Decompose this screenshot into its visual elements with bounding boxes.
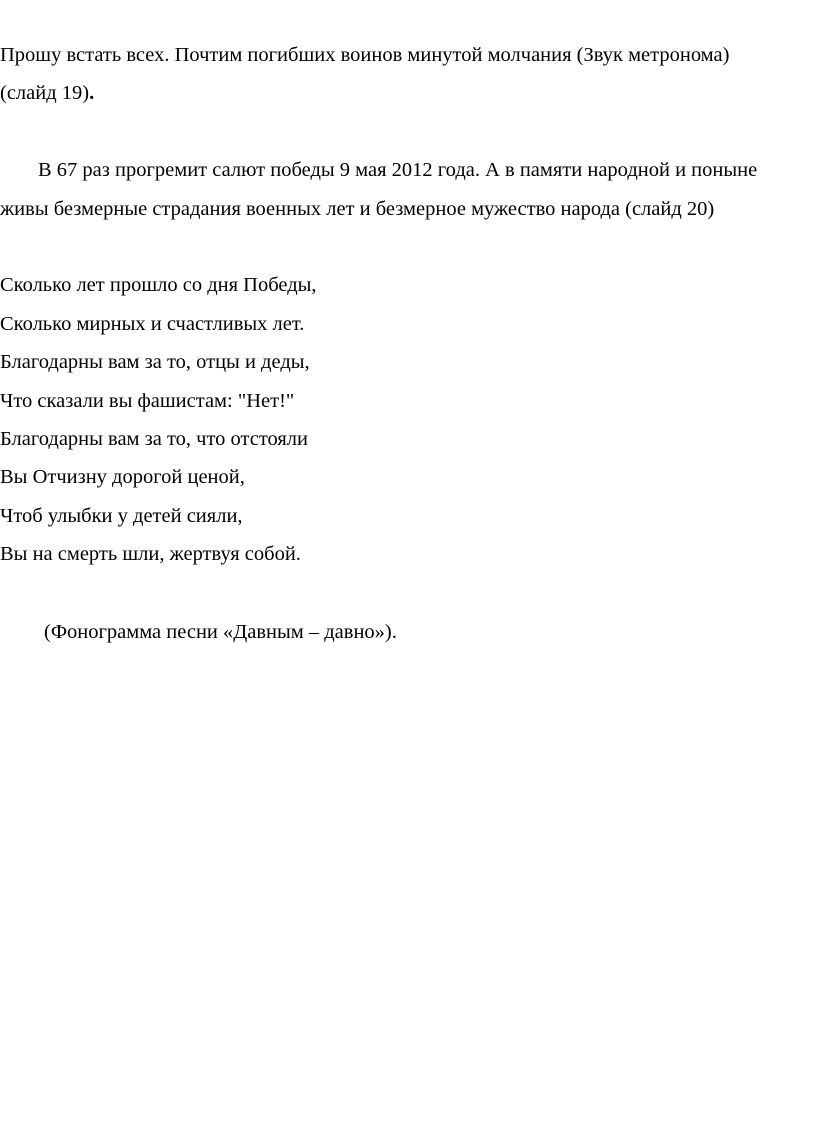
poem-line-1: Сколько лет прошло со дня Победы, <box>0 274 317 296</box>
closing-line: (Фонограмма песни «Давным – давно»). <box>44 621 397 643</box>
paragraph-2-line-2: живы безмерные страдания военных лет и безмерное мужество народа (слайд 20) <box>0 198 715 220</box>
paragraph-1-line-1: Прошу встать всех. Почтим погибших воинов минутой молчания (Звук метронома) <box>0 44 730 66</box>
paragraph-1-line-2 <box>0 80 94 106</box>
poem-line-2: Сколько мирных и счастливых лет. <box>0 313 305 335</box>
poem-line-6: Вы Отчизну дорогой ценой, <box>0 466 245 488</box>
paragraph-1-line-2-end: . <box>89 82 95 104</box>
poem-line-7: Чтоб улыбки у детей сияли, <box>0 505 243 527</box>
paragraph-2-line-1: В 67 раз прогремит салют победы 9 мая 2012 года. А в памяти народной и поныне <box>38 159 758 181</box>
poem-line-5: Благодарны вам за то, что отстояли <box>0 428 308 450</box>
poem-line-8: Вы на смерть шли, жертвуя собой. <box>0 543 301 565</box>
poem-line-3: Благодарны вам за то, отцы и деды, <box>0 351 310 373</box>
poem-line-4: Что сказали вы фашистам: "Нет!" <box>0 390 295 412</box>
paragraph-1-line-2-text: (слайд 19) <box>0 82 90 104</box>
